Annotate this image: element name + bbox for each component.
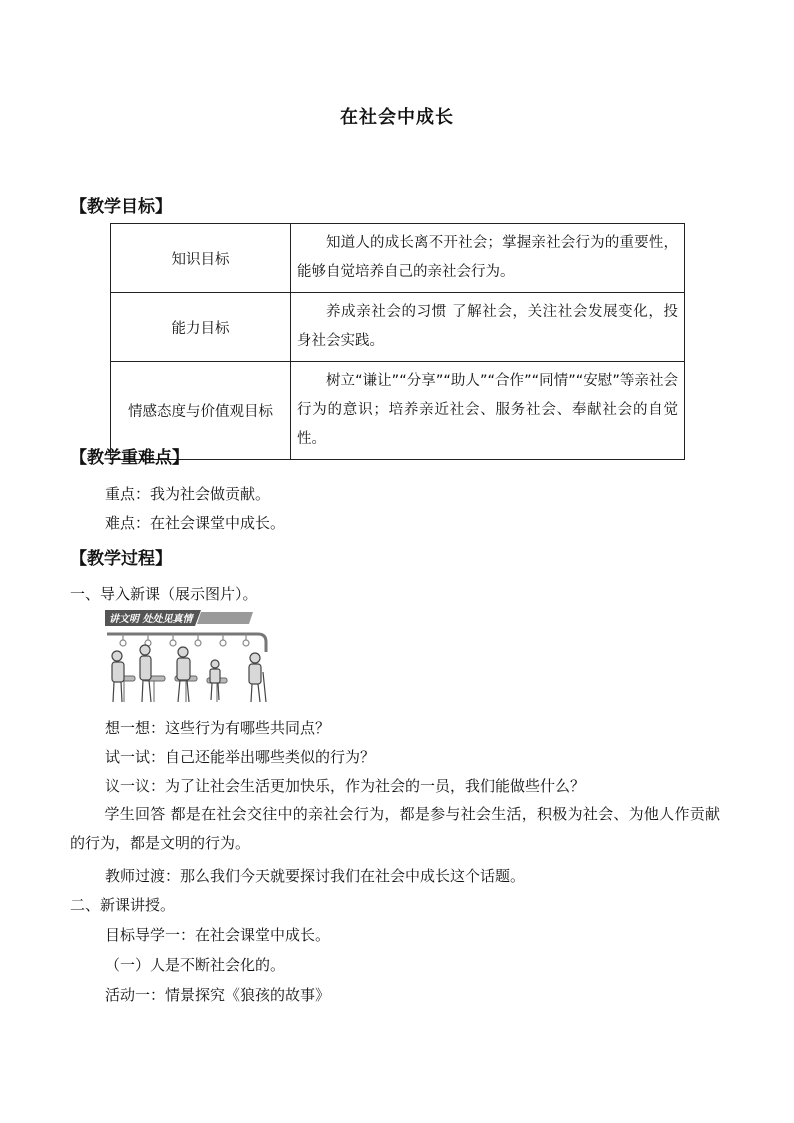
goal-desc-attitude: 树立“谦让”“分享”“助人”“合作”“同情”“安慰”等亲社会行为的意识；培养亲近社会、服务社会、奉献社会的自觉性。 [291,362,685,460]
goals-heading: 【教学目标】 [70,197,172,217]
process-heading: 【教学过程】 [70,549,172,569]
goal-label-knowledge: 知识目标 [111,224,291,293]
goal-desc-ability: 养成亲社会的习惯 了解社会，关注社会发展变化，投身社会实践。 [291,293,685,362]
goals-table [110,223,685,460]
student-answer: 学生回答 都是在社会交往中的亲社会行为，都是参与社会生活，积极为社会、为他人作贡献的行为，都是文明的行为。 [70,805,720,852]
goal-desc-knowledge: 知道人的成长离不开社会；掌握亲社会行为的重要性，能够自觉培养自己的亲社会行为。 [291,224,685,293]
activity-one: 活动一：情景探究《狼孩的故事》 [105,986,331,1004]
civility-illustration [103,606,270,704]
page-title: 在社会中成长 [340,107,454,128]
table-row [111,293,685,362]
target-one: 目标导学一：在社会课堂中成长。 [105,926,331,944]
goal-label-attitude: 情感态度与价值观目标 [111,362,291,460]
teacher-transition: 教师过渡：那么我们今天就要探讨我们在社会中成长这个话题。 [105,867,526,885]
try-prompt: 试一试：自己还能举出哪些类似的行为？ [105,748,376,766]
banner-text: 讲文明 处处见真情 [109,614,193,625]
think-prompt: 想一想：这些行为有哪些共同点？ [105,719,331,737]
point-one: （一）人是不断社会化的。 [105,956,286,974]
table-row [111,224,685,293]
key-points-heading: 【教学重难点】 [70,448,189,468]
table-row [111,362,685,460]
goal-label-ability: 能力目标 [111,293,291,362]
discuss-prompt: 议一议：为了让社会生活更加快乐，作为社会的一员，我们能做些什么？ [105,777,586,795]
focus-point: 重点：我为社会做贡献。 [105,485,271,503]
intro-step: 一、导入新课（展示图片）。 [70,585,258,603]
lesson-step: 二、新课讲授。 [70,896,176,914]
difficulty-point: 难点：在社会课堂中成长。 [105,514,286,532]
